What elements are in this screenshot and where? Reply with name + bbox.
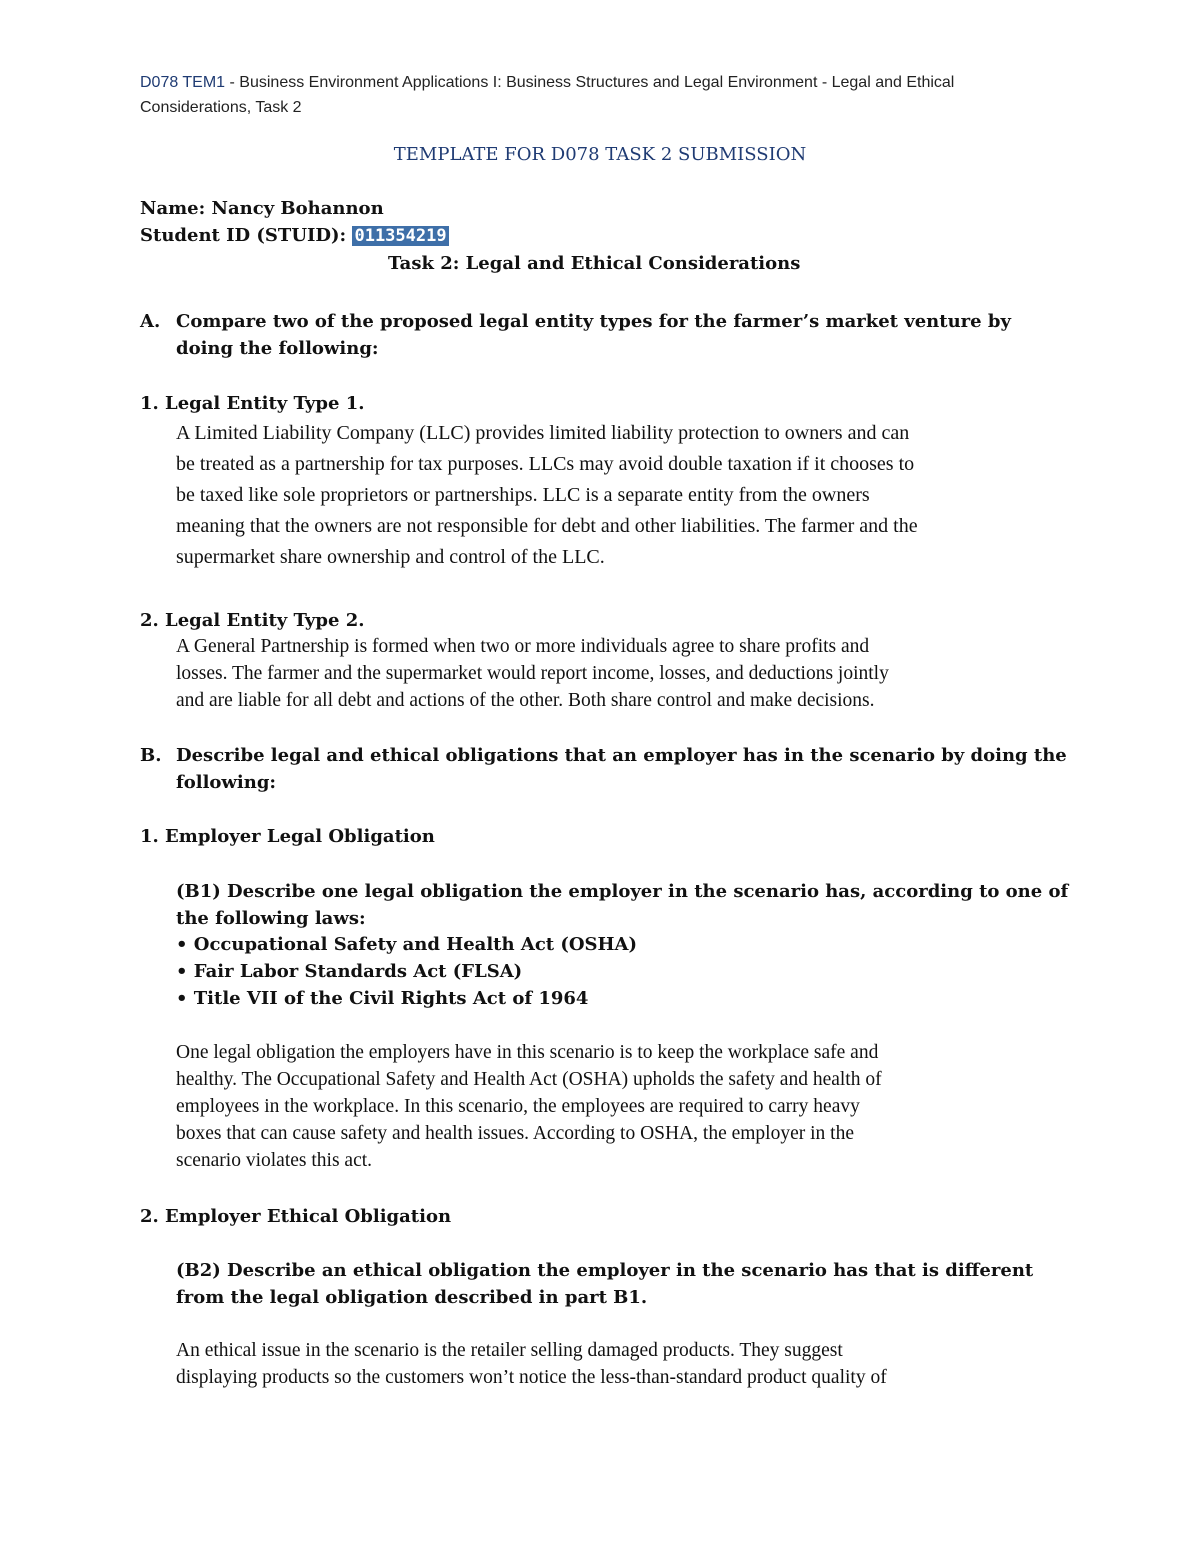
course-header-text: - Business Environment Applications I: Business Structures and Legal Environment - Legal and Ethical: [225, 74, 955, 91]
entity-type-1-heading: 1. Legal Entity Type 1.: [140, 393, 365, 414]
legal-answer-line: One legal obligation the employers have in this scenario is to keep the workplace safe and: [176, 1042, 879, 1063]
course-header-line-2: Considerations, Task 2: [140, 99, 302, 116]
student-name: Name: Nancy Bohannon: [140, 198, 384, 219]
entity-2-line: and are liable for all debt and actions of the other. Both share control and make decisions.: [176, 690, 875, 711]
student-id-value[interactable]: 011354219: [354, 226, 447, 246]
entity-type-2-heading: 2. Legal Entity Type 2.: [140, 610, 365, 631]
course-header-line-1: [140, 70, 954, 96]
section-b-prompt-line-2: following:: [176, 772, 277, 793]
entity-2-line: losses. The farmer and the supermarket would report income, losses, and deductions jointly: [176, 663, 889, 684]
student-id-label: Student ID (STUID):: [140, 225, 353, 246]
course-code: D078 TEM1: [140, 74, 226, 91]
legal-answer-line: boxes that can cause safety and health issues. According to OSHA, the employer in the: [176, 1123, 854, 1144]
entity-2-line: A General Partnership is formed when two or more individuals agree to share profits and: [176, 636, 870, 657]
section-a-prompt-line-1: Compare two of the proposed legal entity types for the farmer’s market venture by: [176, 311, 1011, 332]
ethical-obligation-heading: 2. Employer Ethical Obligation: [140, 1206, 452, 1227]
legal-obligation-heading: 1. Employer Legal Obligation: [140, 826, 435, 847]
document-title: TEMPLATE FOR D078 TASK 2 SUBMISSION: [393, 144, 807, 165]
ethical-answer-line: An ethical issue in the scenario is the retailer selling damaged products. They suggest: [176, 1340, 843, 1361]
task-heading: Task 2: Legal and Ethical Considerations: [388, 253, 801, 274]
section-b-marker: B.: [140, 745, 162, 766]
entity-1-line: supermarket share ownership and control of the LLC.: [176, 546, 605, 568]
section-b-prompt-line-1: Describe legal and ethical obligations that an employer has in the scenario by doing the: [176, 745, 1067, 766]
entity-1-line: be taxed like sole proprietors or partnerships. LLC is a separate entity from the owners: [176, 484, 870, 506]
entity-1-line: A Limited Liability Company (LLC) provides limited liability protection to owners and can: [176, 422, 910, 444]
ethical-answer-line: displaying products so the customers won’t notice the less-than-standard product quality of: [176, 1367, 887, 1388]
legal-answer-line: scenario violates this act.: [176, 1150, 373, 1171]
legal-answer-line: healthy. The Occupational Safety and Health Act (OSHA) upholds the safety and health of: [176, 1069, 882, 1090]
student-id-line: [140, 225, 449, 246]
b2-prompt-line-1: (B2) Describe an ethical obligation the employer in the scenario has that is different: [176, 1260, 1034, 1281]
b1-prompt-line-2: the following laws:: [176, 908, 366, 929]
law-bullet-flsa: • Fair Labor Standards Act (FLSA): [176, 961, 523, 982]
legal-answer-line: employees in the workplace. In this scenario, the employees are required to carry heavy: [176, 1096, 860, 1117]
law-bullet-osha: • Occupational Safety and Health Act (OSHA): [176, 934, 638, 955]
section-a-marker: A.: [140, 311, 161, 332]
law-bullet-title-vii: • Title VII of the Civil Rights Act of 1964: [176, 988, 589, 1009]
b1-prompt-line-1: (B1) Describe one legal obligation the employer in the scenario has, according to one of: [176, 881, 1069, 902]
entity-1-line: be treated as a partnership for tax purposes. LLCs may avoid double taxation if it chooses to: [176, 453, 915, 475]
section-a-prompt-line-2: doing the following:: [176, 338, 379, 359]
b2-prompt-line-2: from the legal obligation described in part B1.: [176, 1287, 648, 1308]
entity-1-line: meaning that the owners are not responsible for debt and other liabilities. The farmer and the: [176, 515, 918, 537]
